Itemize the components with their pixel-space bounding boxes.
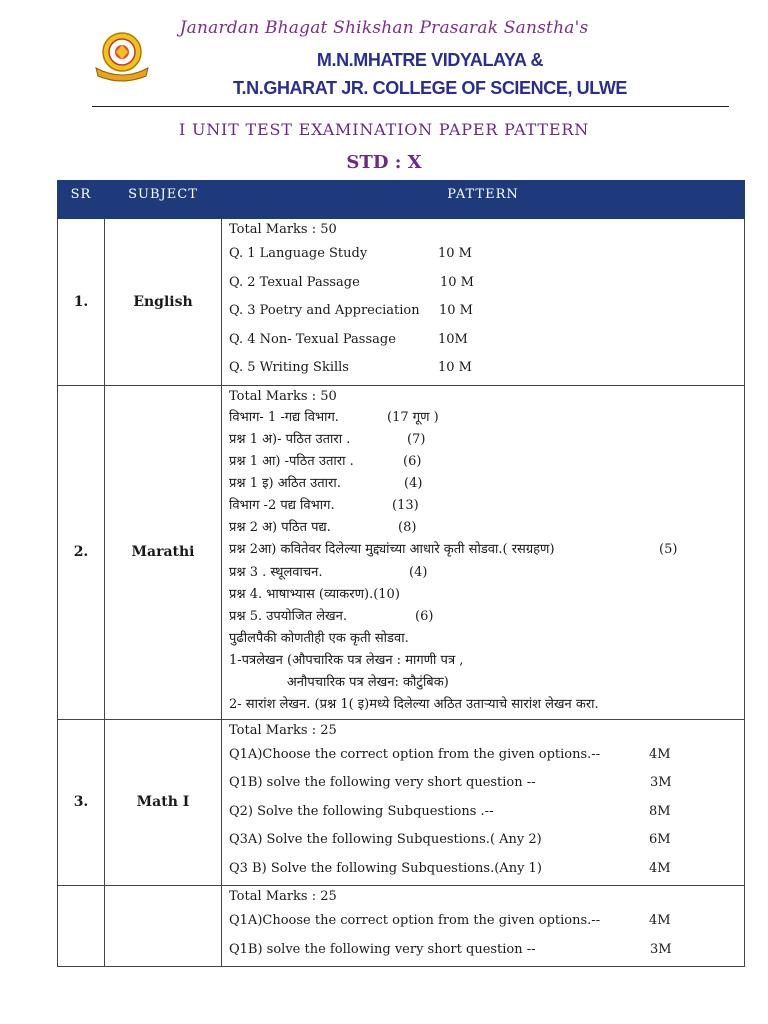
question-marks: (6) bbox=[415, 608, 434, 624]
pattern-line bbox=[229, 826, 744, 855]
pattern-line bbox=[229, 907, 744, 936]
question-text: अनौपचारिक पत्र लेखन: कौटुंबिक) bbox=[229, 674, 449, 690]
question-text: प्रश्न 2 अ) पठित पद्य. bbox=[229, 520, 331, 536]
question-marks: (8) bbox=[398, 520, 417, 536]
table-header-row bbox=[58, 181, 745, 219]
question-marks: 10 M bbox=[439, 303, 473, 318]
question-marks: (6) bbox=[403, 454, 422, 470]
table-row bbox=[58, 219, 745, 386]
question-text: Q2) Solve the following Subquestions .-- bbox=[229, 803, 494, 819]
question-text: Q3A) Solve the following Subquestions.( Any 2) bbox=[229, 832, 542, 847]
pattern-line bbox=[229, 354, 744, 383]
school-name-line1: M.N.MHATRE VIDYALAYA & bbox=[316, 50, 544, 70]
pattern-line bbox=[229, 269, 744, 298]
row-sr: 1. bbox=[58, 219, 105, 386]
question-text: प्रश्न 1 इ) अठित उतारा. bbox=[229, 476, 341, 492]
pattern-line bbox=[229, 240, 744, 269]
exam-title: I UNIT TEST EXAMINATION PAPER PATTERN bbox=[178, 120, 590, 139]
pattern-line bbox=[229, 297, 744, 326]
pattern-line bbox=[229, 606, 744, 628]
question-text: Q. 4 Non- Texual Passage bbox=[229, 331, 396, 347]
question-marks: 10 M bbox=[438, 360, 472, 375]
question-marks: (4) bbox=[404, 476, 423, 492]
question-marks: (5) bbox=[659, 542, 678, 558]
question-marks: 4M bbox=[649, 860, 671, 876]
question-text: Q1A)Choose the correct option from the given options.-- bbox=[229, 913, 601, 928]
row-sr: 2. bbox=[58, 385, 105, 719]
question-text: प्रश्न 1 अ)- पठित उतारा . bbox=[229, 431, 351, 447]
question-text: Q1B) solve the following very short question -- bbox=[229, 941, 536, 957]
pattern-line bbox=[229, 326, 744, 355]
question-text: विभाग- 1 -गद्य विभाग. bbox=[229, 409, 339, 425]
question-marks: 10 M bbox=[440, 274, 474, 290]
row-sr bbox=[58, 886, 105, 967]
question-marks: (13) bbox=[392, 498, 419, 514]
row-pattern bbox=[222, 886, 745, 967]
table-row bbox=[58, 886, 745, 967]
pattern-line bbox=[229, 495, 744, 517]
question-text: प्रश्न 4. भाषाभ्यास (व्याकरण).(10) bbox=[229, 586, 400, 602]
row-pattern bbox=[222, 219, 745, 386]
question-marks: (7) bbox=[407, 431, 426, 447]
row-pattern bbox=[222, 719, 745, 886]
pattern-line bbox=[229, 694, 744, 716]
question-text: Q. 3 Poetry and Appreciation bbox=[229, 303, 420, 318]
question-text: Q1B) solve the following very short question -- bbox=[229, 775, 536, 790]
question-text: 1-पत्रलेखन (औपचारिक पत्र लेखन : मागणी पत्र , bbox=[229, 652, 464, 668]
total-marks: Total Marks : 50 bbox=[229, 222, 337, 237]
row-sr: 3. bbox=[58, 719, 105, 886]
pattern-line bbox=[229, 429, 744, 451]
question-marks: 10 M bbox=[438, 246, 472, 261]
question-marks: 3M bbox=[650, 941, 672, 957]
header-subject: SUBJECT bbox=[105, 181, 222, 219]
question-text: Q. 2 Texual Passage bbox=[229, 274, 360, 290]
standard-label: STD : X bbox=[346, 152, 422, 173]
question-text: Q. 5 Writing Skills bbox=[229, 360, 349, 375]
question-text: Q. 1 Language Study bbox=[229, 246, 368, 261]
table-row bbox=[58, 719, 745, 886]
question-marks: 10M bbox=[438, 331, 468, 347]
total-marks: Total Marks : 25 bbox=[229, 722, 337, 738]
question-text: प्रश्न 2आ) कवितेवर दिलेल्या मुद्द्यांच्या आधारे कृती सोडवा.( रसग्रहण) bbox=[229, 542, 555, 558]
school-name-line2: T.N.GHARAT JR. COLLEGE OF SCIENCE, ULWE bbox=[232, 78, 628, 98]
total-marks: Total Marks : 25 bbox=[229, 889, 337, 904]
pattern-line bbox=[229, 769, 744, 798]
question-text: Q1A)Choose the correct option from the given options.-- bbox=[229, 746, 601, 762]
pattern-line bbox=[229, 741, 744, 770]
pattern-line bbox=[229, 672, 744, 694]
question-text: विभाग -2 पद्य विभाग. bbox=[229, 498, 335, 514]
question-text: प्रश्न 5. उपयोजित लेखन. bbox=[229, 608, 348, 624]
pattern-line bbox=[229, 517, 744, 539]
pattern-line bbox=[229, 584, 744, 606]
table-row bbox=[58, 385, 745, 719]
question-text: पुढीलपैकी कोणतीही एक कृती सोडवा. bbox=[229, 630, 409, 646]
question-marks: 6M bbox=[649, 832, 671, 847]
question-text: प्रश्न 1 आ) -पठित उतारा . bbox=[229, 454, 354, 470]
document-header bbox=[0, 0, 768, 110]
pattern-line bbox=[229, 628, 744, 650]
header-divider bbox=[92, 106, 729, 107]
pattern-line bbox=[229, 473, 744, 495]
question-text: 2- सारांश लेखन. (प्रश्न 1( इ)मध्ये दिलेल्या अठित उताऱ्याचे सारांश लेखन करा. bbox=[229, 697, 599, 713]
pattern-line bbox=[229, 539, 744, 561]
row-pattern bbox=[222, 385, 745, 719]
pattern-line bbox=[229, 562, 744, 584]
pattern-line bbox=[229, 936, 744, 965]
total-marks: Total Marks : 50 bbox=[229, 388, 337, 404]
pattern-line bbox=[229, 407, 744, 429]
header-sr: SR bbox=[58, 181, 105, 219]
question-marks: 8M bbox=[649, 803, 671, 819]
sanstha-name: Janardan Bhagat Shikshan Prasarak Sanstha's bbox=[179, 18, 589, 38]
row-subject: English bbox=[105, 219, 222, 386]
question-marks: (4) bbox=[409, 564, 428, 580]
question-marks: 4M bbox=[649, 746, 671, 762]
question-text: प्रश्न 3 . स्थूलवाचन. bbox=[229, 564, 323, 580]
pattern-line bbox=[229, 451, 744, 473]
question-marks: (17 गूण ) bbox=[387, 409, 439, 425]
row-subject: Marathi bbox=[105, 385, 222, 719]
paper-pattern-table bbox=[57, 180, 745, 967]
pattern-line bbox=[229, 798, 744, 827]
question-marks: 3M bbox=[650, 775, 672, 790]
pattern-line bbox=[229, 650, 744, 672]
header-pattern: PATTERN bbox=[222, 181, 745, 219]
pattern-line bbox=[229, 855, 744, 884]
question-text: Q3 B) Solve the following Subquestions.(Any 1) bbox=[229, 860, 542, 876]
question-marks: 4M bbox=[649, 913, 671, 928]
school-emblem-icon bbox=[92, 30, 152, 84]
row-subject bbox=[105, 886, 222, 967]
row-subject: Math I bbox=[105, 719, 222, 886]
